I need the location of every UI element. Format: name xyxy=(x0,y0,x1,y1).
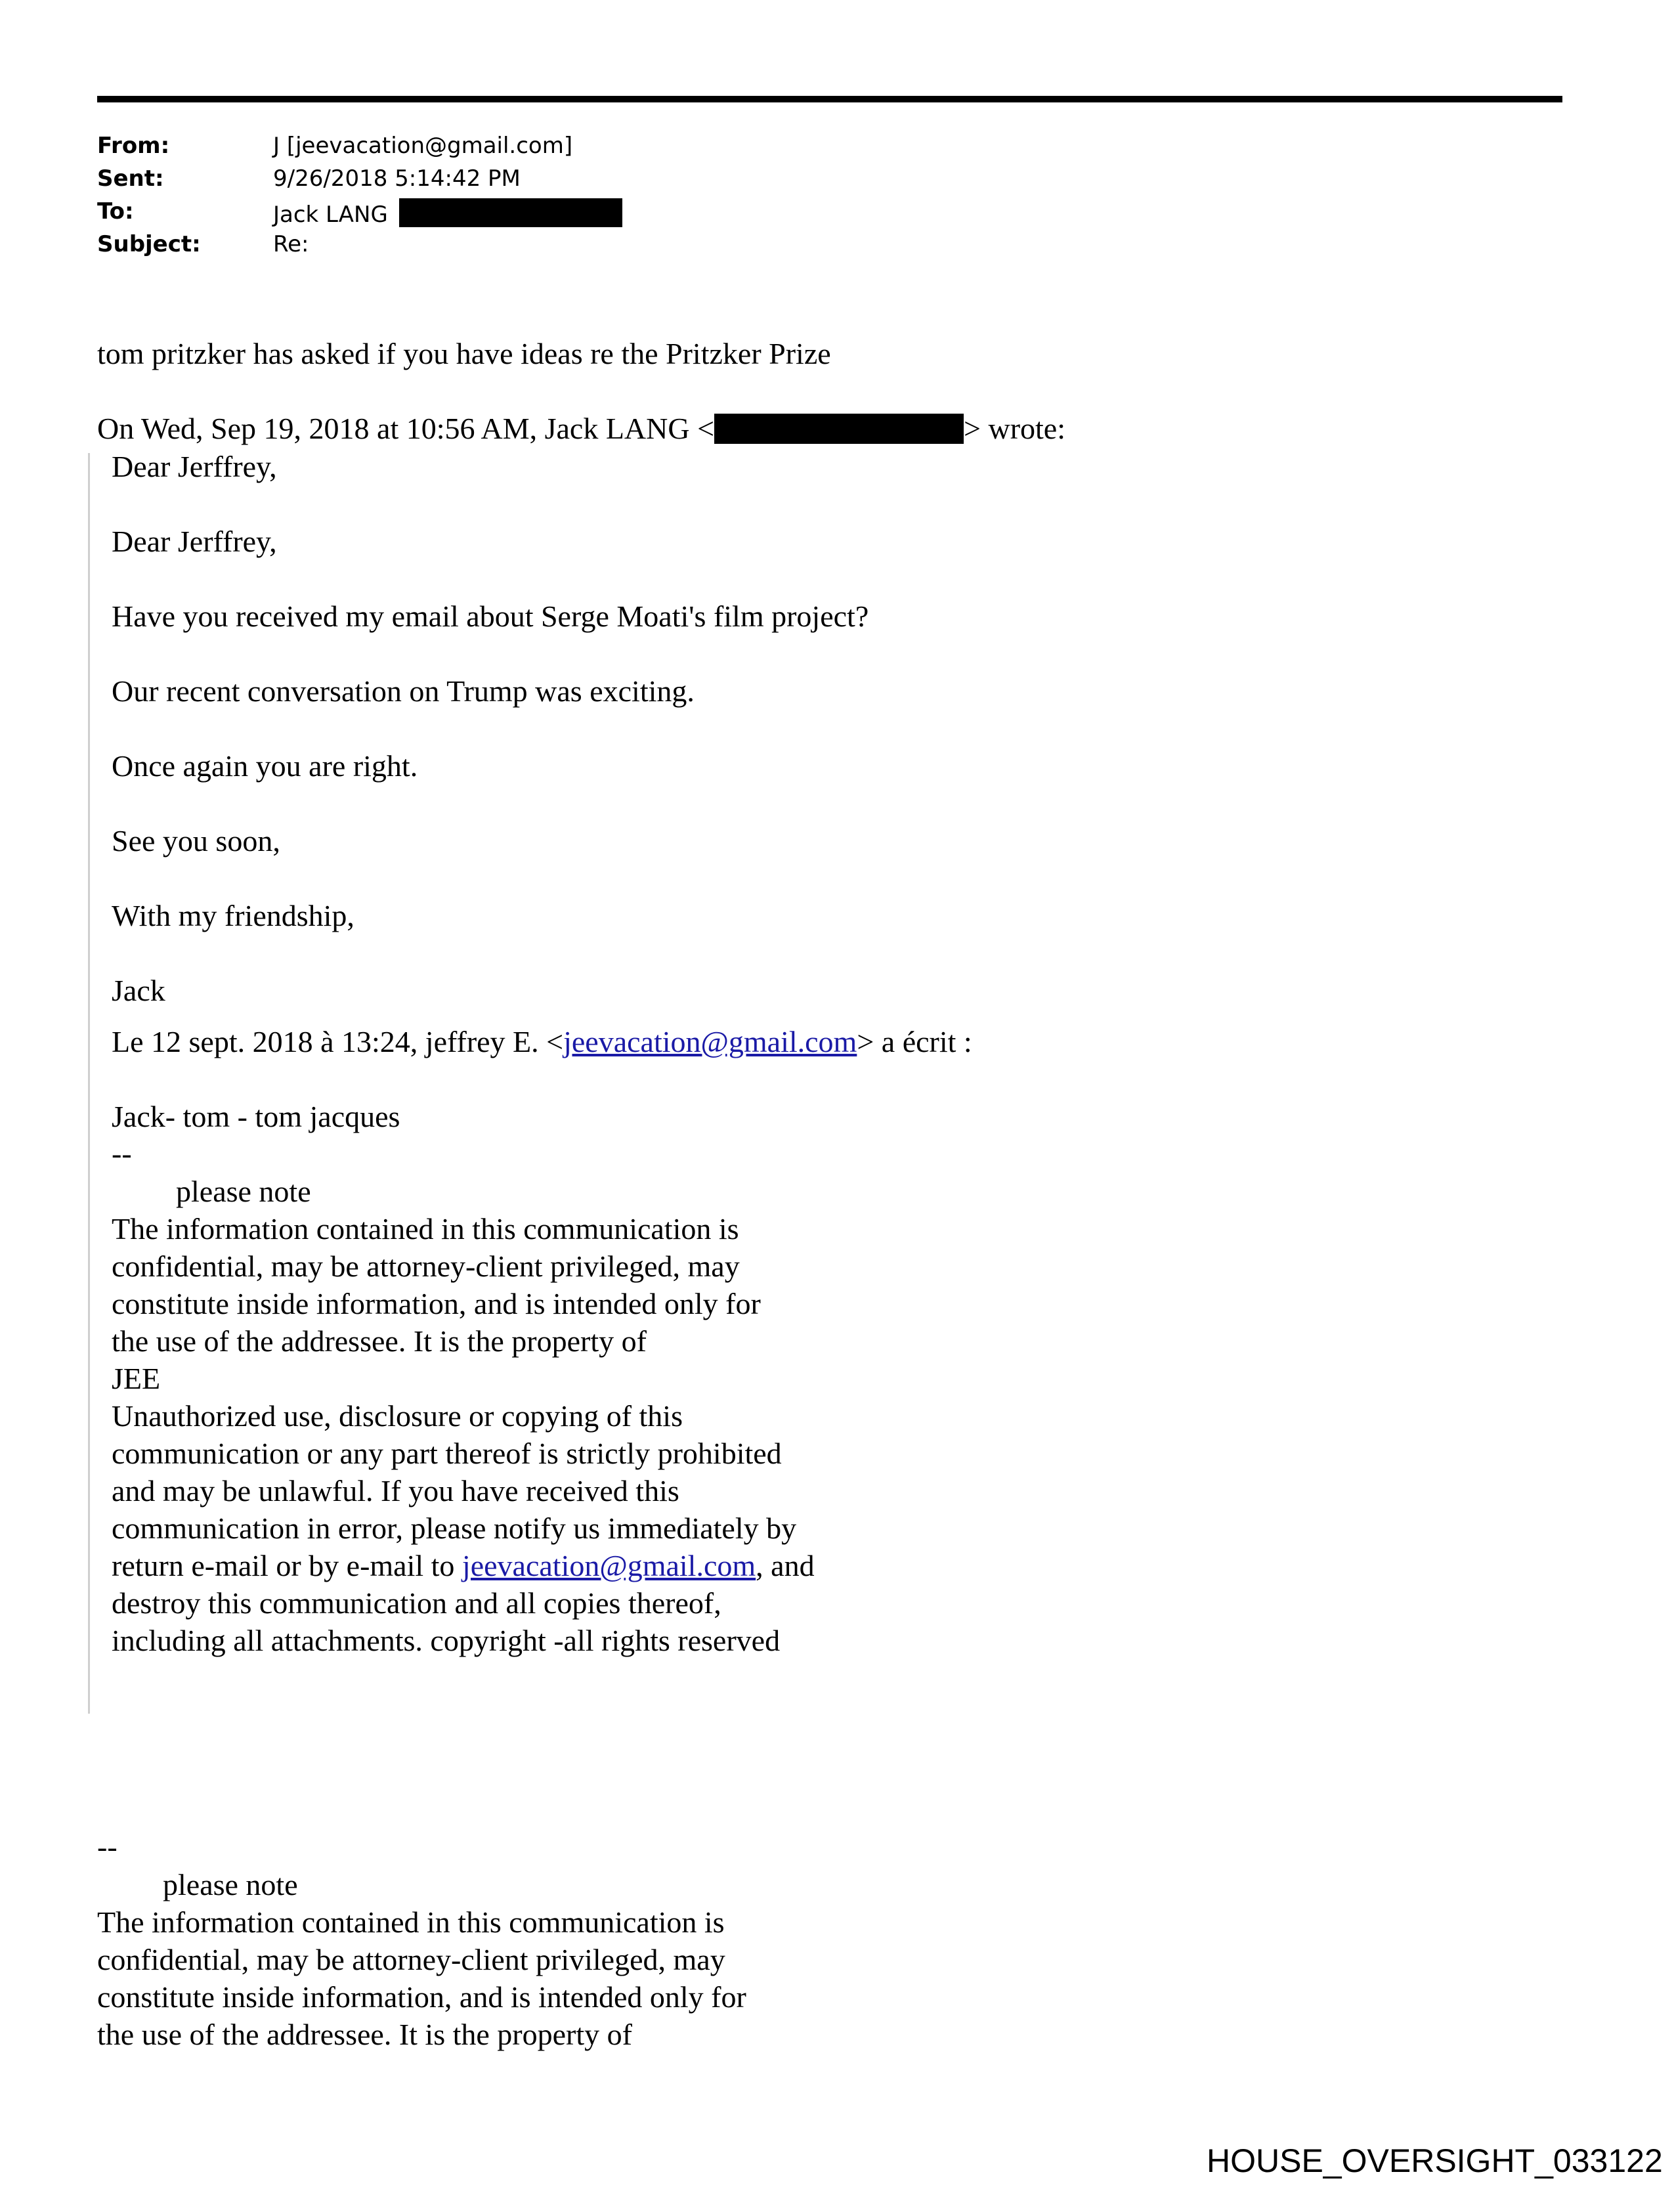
inner-disclaimer-line: communication in error, please notify us immediately by xyxy=(112,1511,797,1545)
from-value: J [jeevacation@gmail.com] xyxy=(273,133,573,159)
sent-value: 9/26/2018 5:14:42 PM xyxy=(273,165,521,192)
inner-disclaimer-line: communication or any part thereof is strictly prohibited xyxy=(112,1437,782,1470)
disclaimer-email-link[interactable]: jeevacation@gmail.com xyxy=(461,1549,756,1582)
inner-signature-dash: -- xyxy=(112,1137,132,1170)
top-rule xyxy=(97,96,1562,102)
quoted-paragraph-5: With my friendship, xyxy=(112,899,354,932)
quoted-greeting-1: Dear Jerffrey, xyxy=(112,450,277,483)
inner-disclaimer-line: the use of the addressee. It is the property of xyxy=(112,1324,647,1358)
quoted-greeting-2: Dear Jerffrey, xyxy=(112,525,277,558)
message-body: tom pritzker has asked if you have ideas re the Pritzker Prize xyxy=(97,337,831,370)
signature-please-note: please note xyxy=(163,1868,298,1901)
inner-intro-end: > a écrit : xyxy=(857,1025,972,1058)
signature-disclaimer-line: The information contained in this communication is xyxy=(97,1905,725,1939)
disclaimer-text: , and xyxy=(756,1549,815,1582)
inner-intro-start: Le 12 sept. 2018 à 13:24, jeffrey E. < xyxy=(112,1025,564,1058)
to-label: To: xyxy=(97,198,134,225)
inner-disclaimer-line: confidential, may be attorney-client privileged, may xyxy=(112,1249,740,1283)
from-label: From: xyxy=(97,133,170,159)
inner-disclaimer-line: The information contained in this communication is xyxy=(112,1212,739,1246)
redaction-box xyxy=(399,198,622,227)
inner-body: Jack- tom - tom jacques xyxy=(112,1100,400,1133)
quoted-paragraph-2: Our recent conversation on Trump was exciting. xyxy=(112,674,695,708)
sent-label: Sent: xyxy=(97,165,164,192)
reply-intro-start: On Wed, Sep 19, 2018 at 10:56 AM, Jack LANG < xyxy=(97,412,715,445)
signature-disclaimer-line: confidential, may be attorney-client privileged, may xyxy=(97,1943,725,1976)
to-value-wrap xyxy=(273,198,622,228)
subject-label: Subject: xyxy=(97,231,201,257)
inner-disclaimer-line: constitute inside information, and is intended only for xyxy=(112,1287,761,1320)
quoted-paragraph-4: See you soon, xyxy=(112,824,280,857)
inner-reply-intro xyxy=(112,1024,972,1059)
redaction-box xyxy=(714,414,964,444)
to-value: Jack LANG xyxy=(273,202,388,228)
quote-bar xyxy=(88,453,90,1714)
inner-disclaimer-line: including all attachments. copyright -all rights reserved xyxy=(112,1624,781,1657)
inner-disclaimer-email-line xyxy=(112,1548,815,1583)
signature-dash: -- xyxy=(97,1830,118,1863)
disclaimer-text: return e-mail or by e-mail to xyxy=(112,1549,462,1582)
quoted-paragraph-1: Have you received my email about Serge Moati's film project? xyxy=(112,599,869,633)
signature-disclaimer-line: constitute inside information, and is intended only for xyxy=(97,1980,746,2014)
inner-disclaimer-line: Unauthorized use, disclosure or copying of this xyxy=(112,1399,683,1433)
inner-disclaimer-line: and may be unlawful. If you have received this xyxy=(112,1474,679,1507)
inner-intro-email-link[interactable]: jeevacation@gmail.com xyxy=(563,1025,857,1058)
inner-disclaimer-line: JEE xyxy=(112,1362,161,1395)
quoted-paragraph-3: Once again you are right. xyxy=(112,749,418,783)
quoted-signoff: Jack xyxy=(112,974,165,1007)
reply-intro-end: > wrote: xyxy=(964,412,1066,445)
inner-disclaimer-line: destroy this communication and all copies thereof, xyxy=(112,1586,721,1620)
signature-disclaimer-line: the use of the addressee. It is the property of xyxy=(97,2018,632,2051)
bates-number: HOUSE_OVERSIGHT_033122 xyxy=(1207,2142,1663,2179)
subject-value: Re: xyxy=(273,231,309,257)
reply-intro xyxy=(97,411,1065,446)
inner-please-note: please note xyxy=(176,1175,311,1208)
